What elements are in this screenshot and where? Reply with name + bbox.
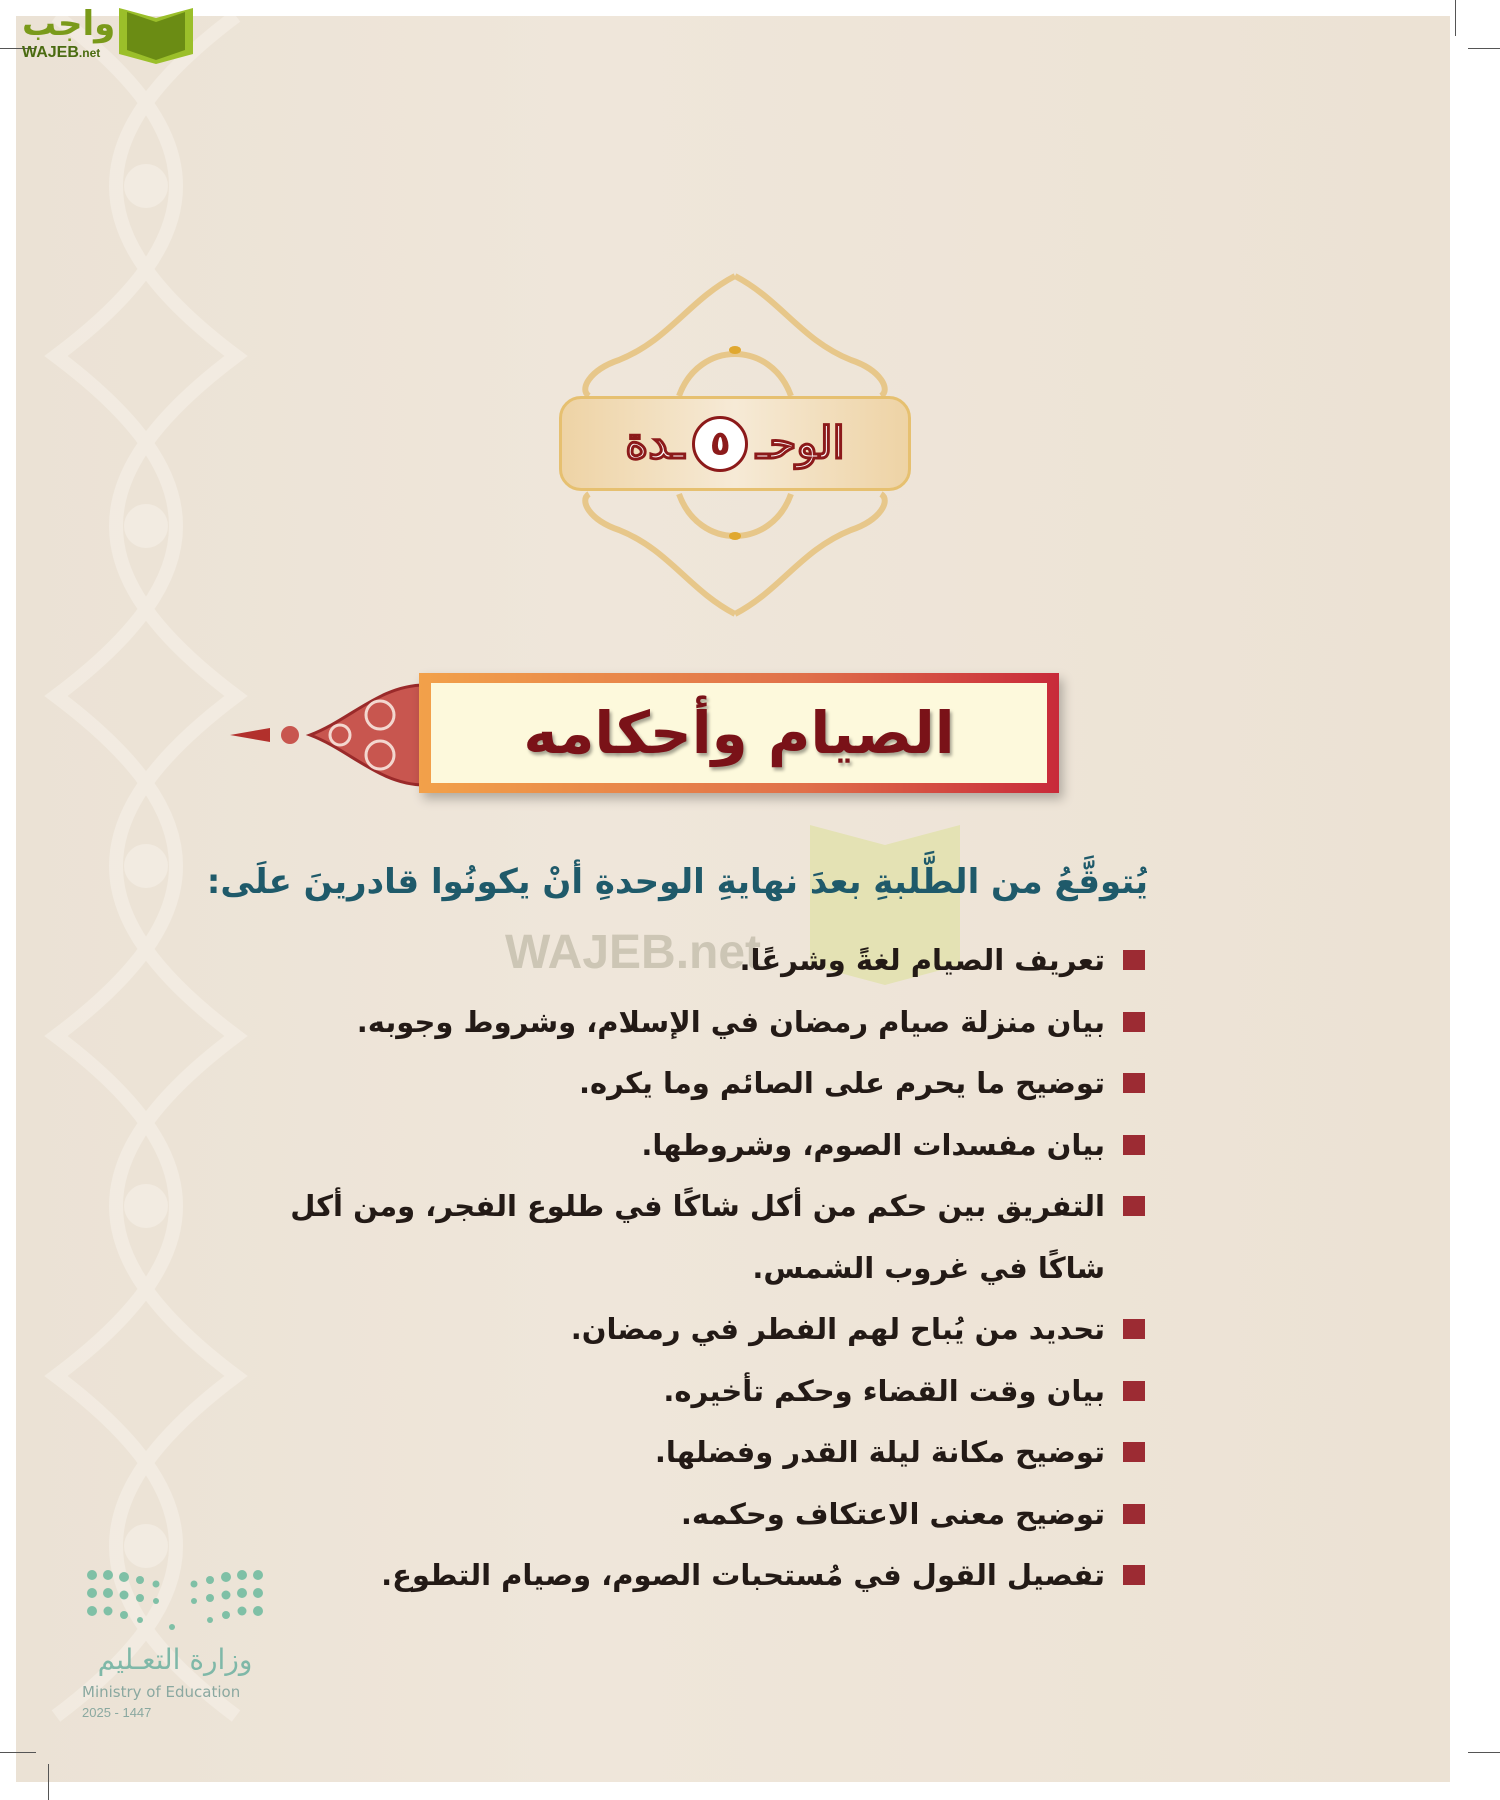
objectives-list: [245, 930, 1145, 1607]
bullet-square-icon: [1123, 1565, 1145, 1585]
book-icon: [115, 4, 197, 66]
list-item: [245, 1422, 1145, 1484]
bullet-square-icon: [1123, 1012, 1145, 1032]
list-item: [245, 1484, 1145, 1546]
unit-title-banner: [419, 673, 1059, 793]
objectives-intro: يُتوقَّعُ من الطَّلبةِ بعدَ نهايةِ الوحدةِ أنْ يكونُوا قادرينَ علَى:: [206, 862, 1148, 902]
objective-text: بيان منزلة صيام رمضان في الإسلام، وشروط وجوبه.: [356, 1004, 1105, 1039]
unit-title: الصيام وأحكامه: [523, 699, 955, 767]
logo-english-text: WAJEB.net: [22, 44, 101, 61]
objective-text: التفريق بين حكم من أكل شاكًا في طلوع الفجر، ومن أكل شاكًا في غروب الشمس.: [290, 1189, 1105, 1285]
unit-word-start: الوحـ: [756, 418, 845, 469]
objective-text: توضيح ما يحرم على الصائم وما يكره.: [578, 1066, 1105, 1100]
crop-mark: [1468, 1752, 1500, 1753]
crop-mark: [0, 1752, 36, 1753]
list-item: [245, 1545, 1145, 1607]
list-item: [255, 1176, 1145, 1299]
unit-number: ٥: [692, 416, 748, 472]
crop-mark: [1468, 48, 1500, 49]
edition-year: 2025 - 1447: [82, 1705, 152, 1720]
list-item: [245, 1299, 1145, 1361]
bullet-square-icon: [1123, 1504, 1145, 1524]
logo-arabic-text: واجب: [22, 4, 116, 44]
watermark-text: WAJEB.net: [505, 926, 762, 979]
unit-badge: [559, 270, 911, 620]
ministry-name-english: Ministry of Education: [82, 1683, 241, 1701]
bullet-square-icon: [1123, 1196, 1145, 1216]
list-item: [245, 1053, 1145, 1115]
crop-mark: [48, 1764, 49, 1800]
ministry-logo: [82, 1565, 272, 1725]
objective-text: توضيح معنى الاعتكاف وحكمه.: [680, 1496, 1105, 1531]
bullet-square-icon: [1123, 1319, 1145, 1339]
bullet-square-icon: [1123, 950, 1145, 970]
list-item: [245, 1115, 1145, 1177]
title-ornament: [230, 680, 430, 790]
wajeb-logo[interactable]: [10, 4, 190, 66]
objective-text: توضيح مكانة ليلة القدر وفضلها.: [654, 1435, 1105, 1469]
bullet-square-icon: [1123, 1381, 1145, 1401]
crop-mark: [1455, 0, 1456, 36]
bullet-square-icon: [1123, 1135, 1145, 1155]
objective-text: تفصيل القول في مُستحبات الصوم، وصيام التطوع.: [381, 1558, 1105, 1592]
ministry-dots-icon: [82, 1565, 268, 1635]
list-item: [245, 1361, 1145, 1423]
unit-label: [559, 396, 911, 491]
objective-text: تحديد من يُباح لهم الفطر في رمضان.: [570, 1312, 1105, 1346]
objective-text: بيان مفسدات الصوم، وشروطها.: [641, 1127, 1105, 1162]
list-item: [245, 930, 1145, 992]
bullet-square-icon: [1123, 1073, 1145, 1093]
unit-word-end: ـدة: [625, 418, 685, 469]
objective-text: بيان وقت القضاء وحكم تأخيره.: [663, 1373, 1105, 1408]
bullet-square-icon: [1123, 1442, 1145, 1462]
ministry-name-arabic: وزارة التعـليم: [97, 1643, 253, 1676]
list-item: [245, 992, 1145, 1054]
objective-text: تعريف الصيام لغةً وشرعًا.: [739, 943, 1105, 977]
